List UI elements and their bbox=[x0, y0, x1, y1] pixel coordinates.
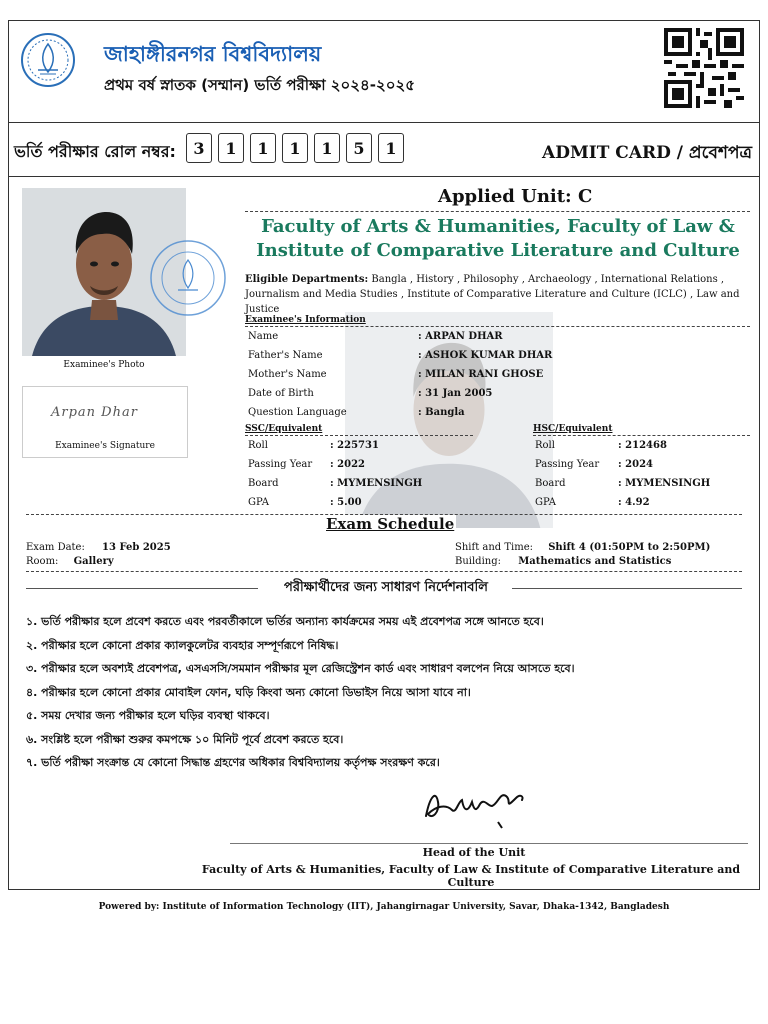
roll-digit: 1 bbox=[250, 133, 276, 163]
roll-digit: 1 bbox=[282, 133, 308, 163]
roll-label: ভর্তি পরীক্ষার রোল নম্বর: bbox=[14, 142, 176, 161]
shift-value: Shift 4 (01:50PM to 2:50PM) bbox=[548, 542, 711, 553]
building bbox=[455, 556, 671, 567]
hsc-divider bbox=[533, 435, 750, 436]
signatory-faculty: Faculty of Arts & Humanities, Faculty of Law & Institute of Comparative Literature and Culture bbox=[201, 863, 741, 889]
examinee-signature: Arpan Dhar bbox=[51, 405, 138, 420]
hsc-field-value: : 4.92 bbox=[618, 497, 650, 508]
instruction-item: ২. পরীক্ষার হলে কোনো প্রকার ক্যালকুলেটর ব্যবহার সম্পূর্ণরূপে নিষিদ্ধ। bbox=[26, 638, 339, 652]
examinee-field-value: : 31 Jan 2005 bbox=[418, 388, 493, 399]
hsc-field-label: Roll bbox=[535, 440, 555, 451]
instruction-item: ৭. ভর্তি পরীক্ষা সংক্রান্ত যে কোনো সিদ্ধান্ত গ্রহণের অধিকার বিশ্ববিদ্যালয় কর্তৃপক্ষ সংরক্ষণ করে। bbox=[26, 756, 440, 769]
roll-digit: 1 bbox=[378, 133, 404, 163]
signature-caption: Examinee's Signature bbox=[55, 441, 155, 451]
eligible-label: Eligible Departments: bbox=[245, 274, 369, 285]
hsc-field-label: GPA bbox=[535, 497, 557, 508]
ssc-field-value: : 225731 bbox=[330, 440, 379, 451]
faculty-title: Faculty of Arts & Humanities, Faculty of Law & Institute of Comparative Literature and Culture bbox=[256, 216, 740, 261]
unit-head-signature-icon bbox=[418, 776, 528, 832]
instruction-item: ১. ভর্তি পরীক্ষার হলে প্রবেশ করতে এবং পরবর্তীকালে ভর্তির অন্যান্য কার্যক্রমের সময় এই প্রবেশপত্র সঙ্গে আনতে হবে। bbox=[26, 615, 544, 628]
examinee-field-label: Name bbox=[248, 331, 279, 342]
ssc-field-value: : MYMENSINGH bbox=[330, 478, 423, 489]
admission-stamp-icon bbox=[148, 238, 228, 318]
hsc-field-label: Passing Year bbox=[535, 459, 600, 470]
instructions-right-rule bbox=[512, 588, 742, 589]
examinee-divider bbox=[245, 326, 750, 327]
ssc-section-title: SSC/Equivalent bbox=[245, 424, 323, 434]
header-divider bbox=[8, 122, 760, 123]
eligible-departments bbox=[245, 272, 750, 317]
photo-caption: Examinee's Photo bbox=[63, 360, 145, 370]
hsc-section-title: HSC/Equivalent bbox=[533, 424, 613, 434]
instructions-left-rule bbox=[26, 588, 258, 589]
shift-time bbox=[455, 542, 710, 553]
schedule-bottom-divider bbox=[26, 571, 742, 572]
hsc-field-label: Board bbox=[535, 478, 566, 489]
examinee-field-label: Date of Birth bbox=[248, 388, 314, 399]
room-value: Gallery bbox=[73, 556, 114, 567]
instruction-item: ৪. পরীক্ষার হলে কোনো প্রকার মোবাইল ফোন, ঘড়ি কিংবা অন্য কোনো ডিভাইস নিয়ে আসা যাবে না। bbox=[26, 685, 471, 699]
room bbox=[26, 556, 114, 567]
schedule-title: Exam Schedule bbox=[326, 515, 455, 533]
exam-date-value: 13 Feb 2025 bbox=[102, 542, 171, 553]
examinee-section-title: Examinee's Information bbox=[245, 315, 366, 325]
instructions-title: পরীক্ষার্থীদের জন্য সাধারণ নির্দেশনাবলি bbox=[284, 580, 488, 595]
university-seal-icon bbox=[20, 32, 76, 88]
ssc-field-value: : 5.00 bbox=[330, 497, 362, 508]
admit-card-label: ADMIT CARD / প্রবেশপত্র bbox=[542, 143, 752, 163]
examinee-field-value: : ARPAN DHAR bbox=[418, 331, 503, 342]
roll-digit: 5 bbox=[346, 133, 372, 163]
exam-date bbox=[26, 542, 171, 553]
ssc-field-label: Roll bbox=[248, 440, 268, 451]
hsc-field-value: : 2024 bbox=[618, 459, 654, 470]
exam-date-label: Exam Date: bbox=[26, 542, 85, 553]
signature-line bbox=[230, 843, 748, 844]
university-name: জাহাঙ্গীরনগর বিশ্ববিদ্যালয় bbox=[104, 42, 322, 66]
instruction-item: ৬. সংশ্লিষ্ট হলে পরীক্ষা শুরুর কমপক্ষে ১০ মিনিট পূর্বে প্রবেশ করতে হবে। bbox=[26, 732, 344, 746]
roll-digit: 3 bbox=[186, 133, 212, 163]
ssc-field-label: Board bbox=[248, 478, 279, 489]
examinee-field-label: Mother's Name bbox=[248, 369, 327, 380]
roll-digit: 1 bbox=[314, 133, 340, 163]
examinee-field-value: : ASHOK KUMAR DHAR bbox=[418, 350, 553, 361]
applied-unit: Applied Unit: C bbox=[438, 186, 593, 207]
building-value: Mathematics and Statistics bbox=[518, 556, 672, 567]
roll-divider bbox=[8, 176, 760, 177]
ssc-field-value: : 2022 bbox=[330, 459, 366, 470]
qr-code-icon bbox=[664, 28, 744, 108]
hsc-field-value: : MYMENSINGH bbox=[618, 478, 711, 489]
roll-digit: 1 bbox=[218, 133, 244, 163]
shift-label: Shift and Time: bbox=[455, 542, 534, 553]
signatory-title: Head of the Unit bbox=[422, 846, 526, 859]
examinee-field-value: : MILAN RANI GHOSE bbox=[418, 369, 544, 380]
hsc-field-value: : 212468 bbox=[618, 440, 667, 451]
unit-divider bbox=[245, 211, 750, 212]
footer-powered-by: Powered by: Institute of Information Technology (IIT), Jahangirnagar University, Savar, Dhaka-1342, Bangladesh bbox=[98, 902, 670, 912]
examinee-field-label: Question Language bbox=[248, 407, 347, 418]
exam-title: প্রথম বর্ষ স্নাতক (সম্মান) ভর্তি পরীক্ষা ২০২৪-২০২৫ bbox=[104, 76, 416, 94]
eligible-value: Bangla , History , Philosophy , Archaeology , International Relations , Journalism and Media Studies , Institute of Comparative Literature and Culture (ICLC) , Law and Justice bbox=[245, 274, 740, 315]
ssc-divider bbox=[245, 435, 473, 436]
instruction-item: ৫. সময় দেখার জন্য পরীক্ষার হলে ঘড়ির ব্যবস্থা থাকবে। bbox=[26, 709, 270, 722]
examinee-field-value: : Bangla bbox=[418, 407, 465, 418]
examinee-field-label: Father's Name bbox=[248, 350, 323, 361]
room-label: Room: bbox=[26, 556, 59, 567]
ssc-field-label: Passing Year bbox=[248, 459, 313, 470]
ssc-field-label: GPA bbox=[248, 497, 270, 508]
photo-watermark bbox=[345, 312, 553, 528]
instruction-item: ৩. পরীক্ষার হলে অবশ্যই প্রবেশপত্র, এসএসসি/সমমান পরীক্ষার মূল রেজিস্ট্রেশন কার্ড এবং সাধারণ বলপেন নিয়ে আসতে হবে। bbox=[26, 662, 575, 675]
building-label: Building: bbox=[455, 556, 501, 567]
